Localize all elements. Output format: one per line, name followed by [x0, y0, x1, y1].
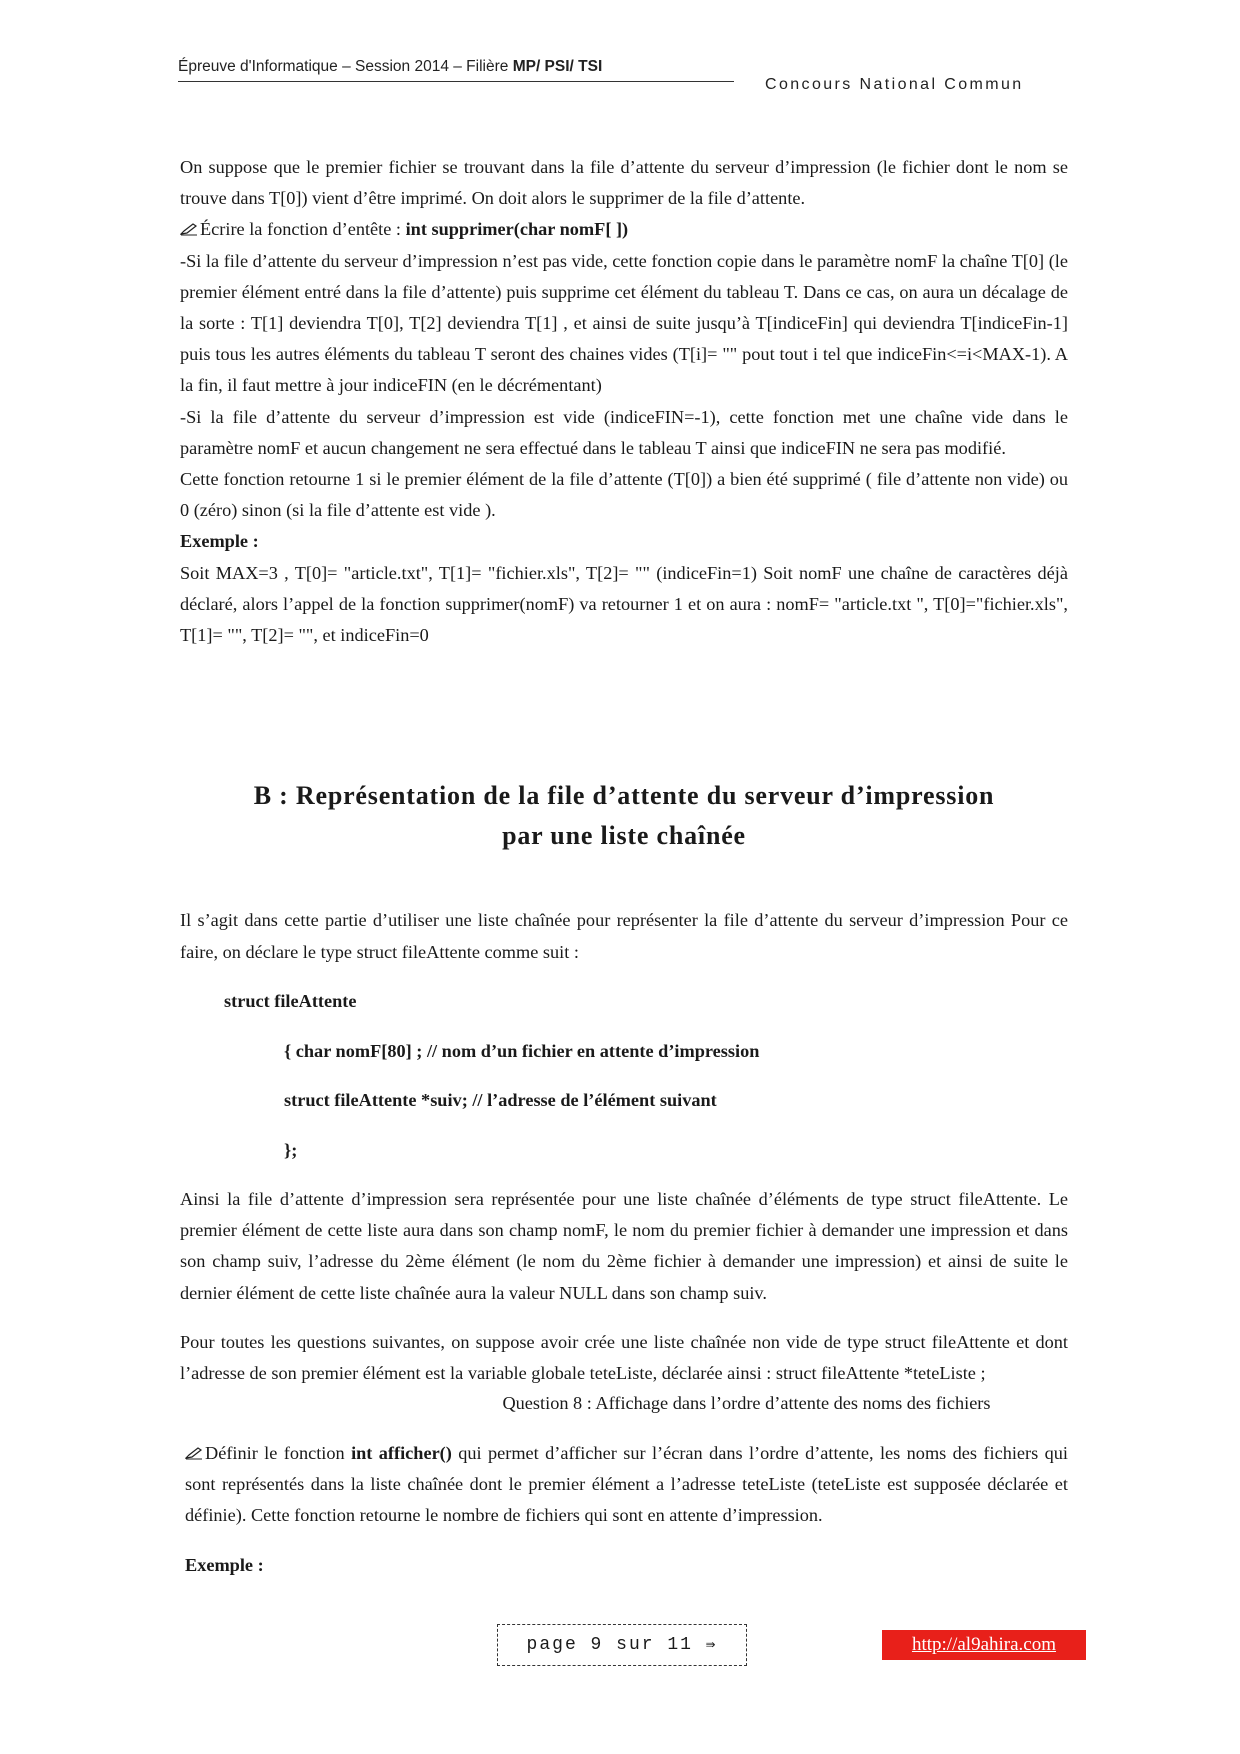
- page-number: page 9 sur 11: [526, 1635, 693, 1655]
- header-right: Concours National Commun: [765, 76, 1024, 93]
- section-title-line2: par une liste chaînée: [502, 821, 746, 850]
- part-b-content: [180, 887, 1068, 1408]
- paragraph-liste-intro: Il s’agit dans cette partie d’utiliser une liste chaînée pour représenter la file d’attente du serveur d’impression Pour ce faire, on déclare le type struct fileAttente comme suit :: [180, 910, 1068, 962]
- paragraph-intro: On suppose que le premier fichier se trouvant dans la file d’attente du serveur d’impression (le fichier dont le nom se trouve dans T[0]) vient d’être imprimé. On doit alors le supprimer de la file d’attente.: [180, 157, 1068, 209]
- code-end-line: [180, 1135, 1068, 1166]
- question-8-example-label: [185, 1550, 1068, 1581]
- section-title: [180, 776, 1068, 856]
- site-link[interactable]: http://al9ahira.com: [882, 1630, 1086, 1660]
- header-exam-title: Épreuve d'Informatique – Session 2014 – Filière: [178, 58, 513, 75]
- question-8-example-text: Exemple :: [185, 1554, 264, 1575]
- paragraph-representation: Ainsi la file d’attente d’impression sera représentée pour une liste chaînée d’éléments de type struct fileAttente. Le premier élément de cette liste aura dans son champ nomF, le nom du premier fichier à demander une impression et dans son champ suiv, l’adresse du 2ème élément (le nom du 2ème fichier à demander une impression) et ainsi de suite le dernier élément de cette liste chaînée aura la valeur NULL dans son champ suiv.: [180, 1189, 1068, 1303]
- instruction-text: Écrire la fonction d’entête :: [200, 219, 406, 240]
- paragraph-hypothesis: Pour toutes les questions suivantes, on suppose avoir crée une liste chaînée non vide de type struct fileAttente et dont l’adresse de son premier élément est la variable globale teteListe, déclarée ainsi : struct fileAttente *teteListe ;: [180, 1332, 1068, 1384]
- code-end-text: };: [284, 1139, 298, 1160]
- question-8: [185, 1370, 1068, 1599]
- next-arrow-icon: ⇛: [705, 1636, 718, 1654]
- question-8-text: [185, 1438, 1068, 1532]
- paragraph-vide: -Si la file d’attente du serveur d’impression est vide (indiceFIN=-1), cette fonction met une chaîne vide dans le paramètre nomF et aucun changement ne sera effectué dans le tableau T ainsi que indiceFIN ne sera pas modifié.: [180, 406, 1068, 458]
- paragraph-instruction: [180, 214, 1068, 245]
- page-number-box: [497, 1624, 747, 1666]
- part-a-content: [180, 152, 1068, 651]
- code-nomf-text: { char nomF[80] ; // nom d’un fichier en attente d’impression: [284, 1040, 760, 1061]
- pencil-icon: [180, 222, 198, 236]
- code-suiv-line: [180, 1085, 1068, 1116]
- pencil-icon: [185, 1446, 203, 1460]
- question-8-text-rest: qui permet d’afficher sur l’écran dans l’ordre d’attente, les noms des fichiers qui sont représentés dans la liste chaînée dont le premier élément a l’adresse teteListe (teteListe est supposée déclarée et définie). Cette fonction retourne le nombre de fichiers qui sont en attente d’impression.: [185, 1442, 1068, 1526]
- example-label-text: Exemple :: [180, 531, 259, 552]
- header-filieres: MP/ PSI/ TSI: [512, 58, 603, 75]
- function-signature-afficher: int afficher(): [351, 1442, 452, 1463]
- header-left: [178, 58, 734, 82]
- code-suiv-text: struct fileAttente *suiv; // l’adresse de l’élément suivant: [284, 1090, 717, 1110]
- paragraph-non-vide: -Si la file d’attente du serveur d’impression n’est pas vide, cette fonction copie dans le paramètre nomF la chaîne T[0] (le premier élément entré dans la file d’attente) puis supprime cet élément du tableau T. Dans ce cas, on aura un décalage de la sorte : T[1] deviendra T[0], T[2] deviendra T[1] , et ainsi de suite jusqu’à T[indiceFin] qui deviendra T[indiceFin-1] puis tous les autres éléments du tableau T seront des chaines vides (T[i]= "" pout tout i tel que indiceFin<=i<MAX-1). A la fin, il faut mettre à jour indiceFIN (en le décrémentant): [180, 250, 1068, 396]
- function-signature-supprimer: int supprimer(char nomF[ ]): [405, 219, 629, 240]
- question-8-text-start: Définir le fonction: [205, 1442, 352, 1463]
- code-nomf-line: [180, 1036, 1068, 1067]
- paragraph-return: Cette fonction retourne 1 si le premier élément de la file d’attente (T[0]) a bien été supprimé ( file d’attente non vide) ou 0 (zéro) sinon (si la file d’attente est vide ).: [180, 469, 1068, 521]
- question-8-title: Question 8 : Affichage dans l’ordre d’attente des noms des fichiers: [502, 1393, 991, 1414]
- code-struct-text: struct fileAttente: [224, 991, 357, 1011]
- section-title-line1: B : Représentation de la file d’attente du serveur d’impression: [253, 781, 995, 810]
- paragraph-example: Soit MAX=3 , T[0]= "article.txt", T[1]= "fichier.xls", T[2]= "" (indiceFin=1) Soit nomF une chaîne de caractères déjà déclaré, alors l’appel de la fonction supprimer(nomF) va retourner 1 et on aura : nomF= "article.txt ", T[0]="fichier.xls", T[1]= "", T[2]= "", et indiceFin=0: [180, 562, 1068, 646]
- code-struct-line: [180, 986, 1068, 1017]
- example-label: [180, 526, 1068, 557]
